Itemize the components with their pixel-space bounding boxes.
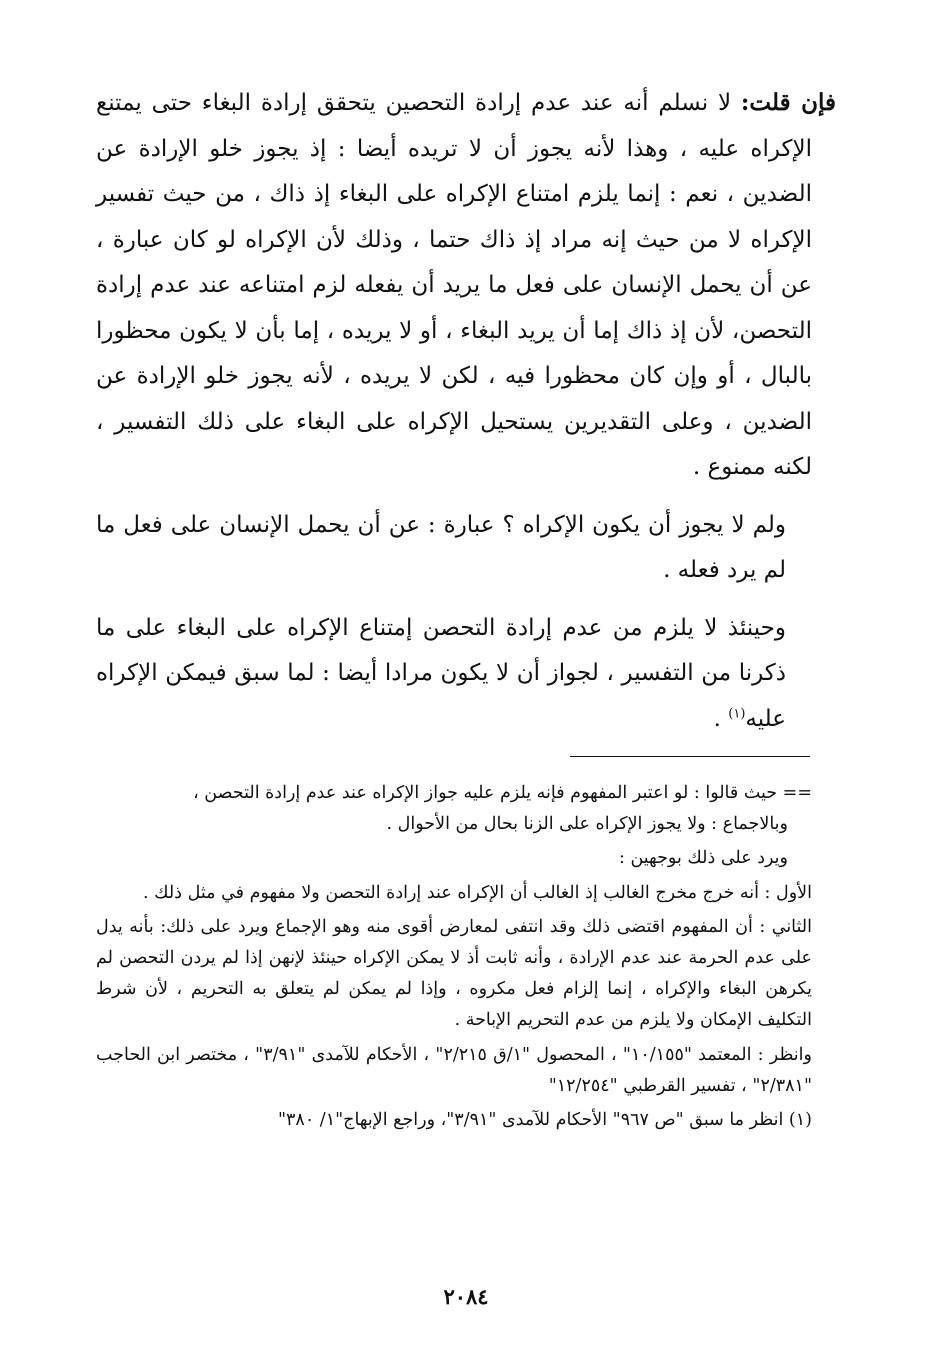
- footnote-divider: [570, 756, 810, 757]
- footnote-line: == حيث قالوا : لو اعتبر المفهوم فإنه يلزم عليه جواز الإكراه عند عدم إرادة التحصن ،: [193, 783, 812, 803]
- paragraph-2: ولم لا يجوز أن يكون الإكراه ؟ عبارة : عن أن يحمل الإنسان على فعل ما لم يرد فعله .: [96, 511, 786, 583]
- paragraph-3-text: وحينئذ لا يلزم من عدم إرادة التحصن إمتناع الإكراه على البغاء على ما ذكرنا من التفسير ، لجواز أن لا يكون مرادا أيضا : لما سبق فيمكن الإكراه عليه: [96, 614, 786, 732]
- footnote-ref[interactable]: (١): [728, 705, 746, 721]
- footnote-line: وانظر : المعتمد "١٠/١٥٥" ، المحصول "١/ق ٢/٢١٥" ، الأحكام للآمدى "٣/٩١" ، مختصر ابن الحاجب "٢/٣٨١" ، تفسير القرطبي "١٢/٢٥٤": [96, 1044, 812, 1096]
- footnote-line: ويرد على ذلك بوجهين :: [618, 848, 788, 869]
- paragraph-1: [96, 80, 837, 491]
- footnote-line: الثاني : أن المفهوم اقتضى ذلك وقد انتفى لمعارض أقوى منه وهو الإجماع ويرد على ذلك: بأنه يدل على عدم الحرمة عند عدم الإرادة ، وأنه ثابت أذ لا يمكن الإكراه حينئذ لإنهن إذا لم يردن التحصن لم يكرهن البغاء والإكراه ، إنما إلزام فعل مكروه ، وإذا لم يمكن لم يتعلق به التحريم ، لأن شرط التكليف الإمكان ولا يلزم من عدم التحريم الإباحة .: [96, 916, 812, 1031]
- paragraph-3-end: .: [713, 705, 729, 732]
- paragraph-1-text: لا نسلم أنه عند عدم إرادة التحصين يتحقق إرادة البغاء حتى يمتنع الإكراه عليه ، وهذا لأنه يجوز أن لا تريده أيضا : إذ يجوز خلو الإرادة عن الضدين ، نعم : إنما يلزم امتناع الإكراه على البغاء إذ ذاك ، من حيث تفسير الإكراه لا من حيث إنه مراد إذ ذاك حتما ، وذلك لأن الإكراه لو كان عبارة ، عن أن يحمل الإنسان على فعل ما يريد أن يفعله لزم امتناعه عند عدم إرادة التحصن، لأن إذ ذاك إما أن يريد البغاء ، أو لا يريده ، إما بأن لا يكون محظورا بالبال ، أو وإن كان محظورا فيه ، لكن لا يريده ، لأنه يجوز خلو الإرادة عن الضدين ، وعلى التقديرين يستحيل الإكراه على البغاء على ذلك التفسير ، لكنه ممنوع .: [96, 90, 812, 480]
- footnote-1: (١) انظر ما سبق "ص ٩٦٧" الأحكام للآمدى "٣/٩١"، وراجع الإبهاج"١/ ٣٨٠": [277, 1110, 812, 1131]
- paragraph-lead: فإن قلت:: [740, 89, 837, 116]
- page-number: ٢٠٨٤: [443, 1284, 489, 1309]
- main-text: [96, 80, 837, 742]
- footnotes: [96, 778, 812, 1136]
- footnote-line: وبالاجماع : ولا يجوز الإكراه على الزنا بحال من الأحوال .: [386, 814, 788, 835]
- paragraph-3: [96, 606, 812, 743]
- footnote-line: الأول : أنه خرج مخرج الغالب إذ الغالب أن الإكراه عند إرادة التحصن ولا مفهوم في مثل ذلك .: [143, 882, 812, 903]
